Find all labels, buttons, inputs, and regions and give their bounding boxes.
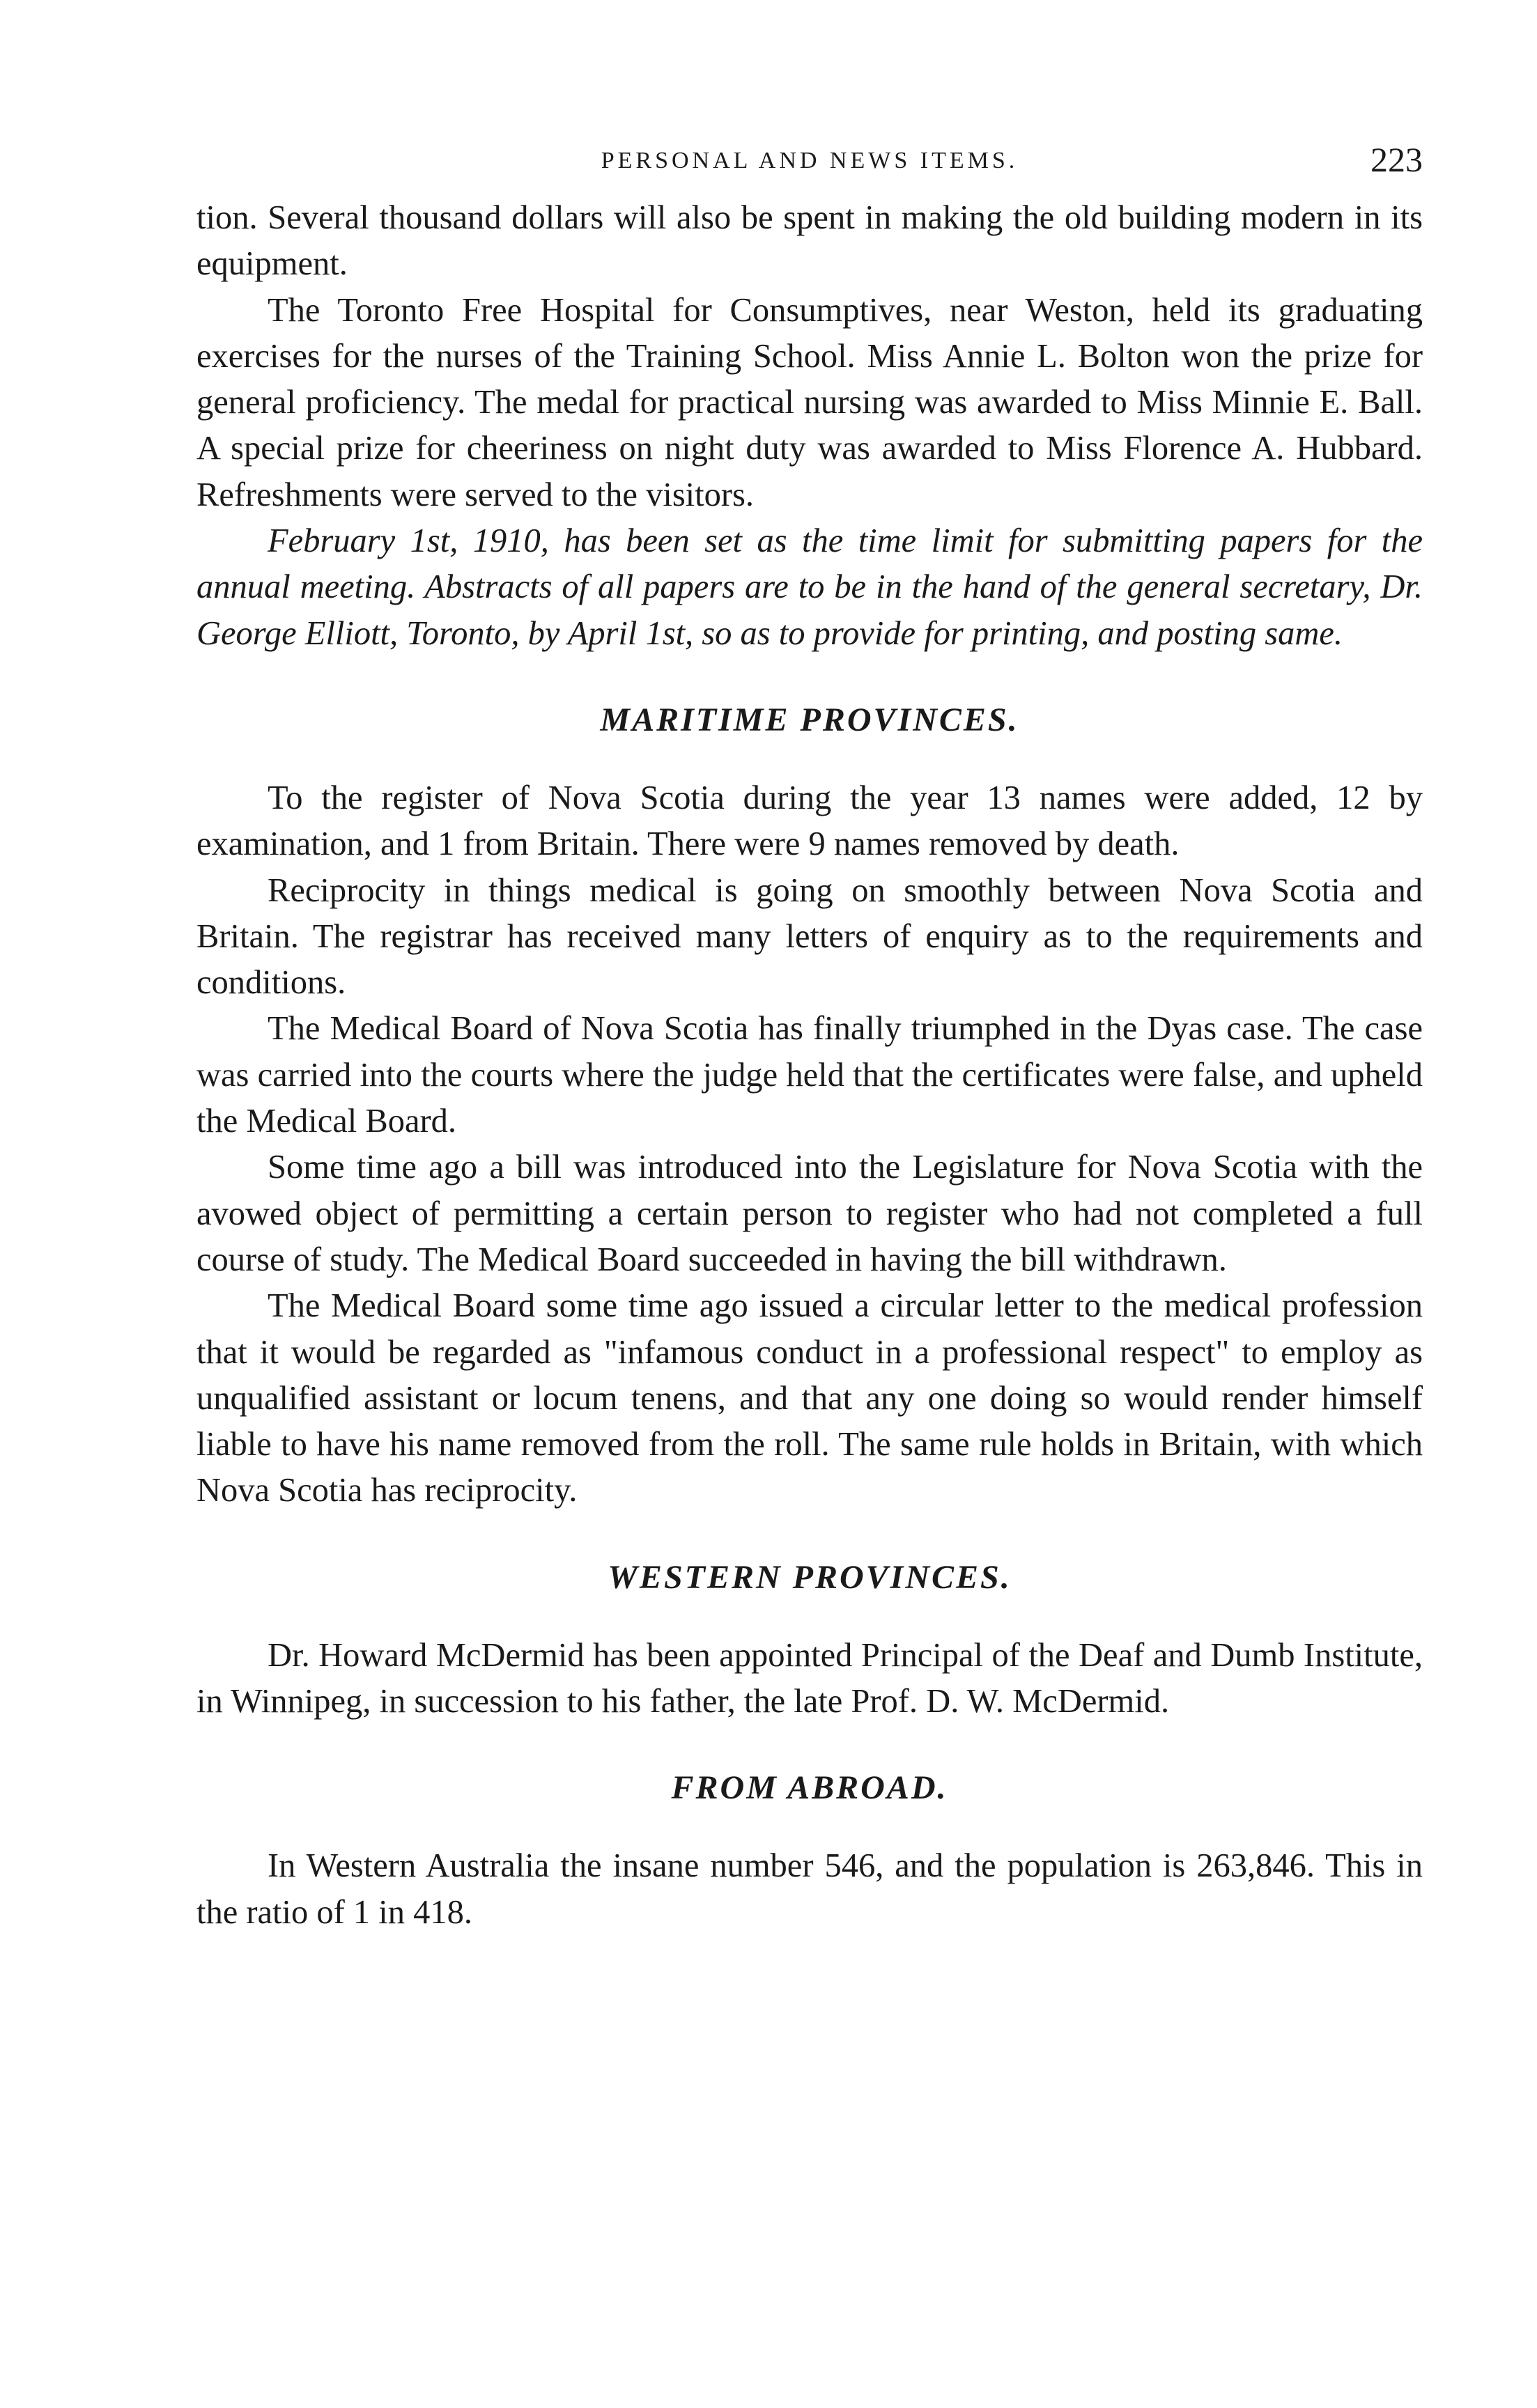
section-heading-abroad: FROM ABROAD. [671,1769,948,1807]
paragraph-mcdermid-appointment: Dr. Howard McDermid has been appointed Principal of the Deaf and Dumb Institute, in Winnipeg, in succession to his father, the late Prof. D. W. McDermid. [196,1636,1423,1720]
page-number: 223 [1370,140,1423,179]
paragraph-western-australia: In Western Australia the insane number 546, and the population is 263,846. This in the ratio of 1 in 418. [196,1847,1423,1931]
paragraph-legislature-bill: Some time ago a bill was introduced into the Legislature for Nova Scotia with the avowed object of permitting a certain person to register who had not completed a full course of study. The Medical Board succeeded in having the bill withdrawn. [196,1149,1423,1278]
paragraph-continuation: tion. Several thousand dollars will also be spent in making the old building modern in its equipment. [196,199,1423,283]
paragraph-annual-meeting-notice: February 1st, 1910, has been set as the time limit for submitting papers for the annual meeting. Abstracts of all papers are to be in the hand of the general secretary, Dr. George Elliott, Toronto, by April 1st, so as to provide for printing, and posting same. [196,522,1423,652]
section-heading-maritime: MARITIME PROVINCES. [600,701,1019,738]
paragraph-register-nova-scotia: To the register of Nova Scotia during the year 13 names were added, 12 by examination, and 1 from Britain. There were 9 names removed by death. [196,779,1423,863]
document-page [196,139,1423,1936]
running-title: PERSONAL AND NEWS ITEMS. [601,148,1019,173]
section-heading-western: WESTERN PROVINCES. [608,1558,1012,1596]
paragraph-dyas-case: The Medical Board of Nova Scotia has finally triumphed in the Dyas case. The case was carried into the courts where the judge held that the certificates were false, and upheld the Medical Board. [196,1010,1423,1140]
paragraph-toronto-free-hospital: The Toronto Free Hospital for Consumptives, near Weston, held its graduating exercises for the nurses of the Training School. Miss Annie L. Bolton won the prize for general proficiency. The medal for practical nursing was awarded to Miss Minnie E. Ball. A special prize for cheeriness on night duty was awarded to Miss Florence A. Hubbard. Refreshments were served to the visitors. [196,291,1423,513]
paragraph-reciprocity: Reciprocity in things medical is going on smoothly between Nova Scotia and Britain. The registrar has received many letters of enquiry as to the requirements and conditions. [196,871,1423,1002]
paragraph-circular-letter: The Medical Board some time ago issued a circular letter to the medical profession that it would be regarded as "infamous conduct in a professional respect" to employ as unqualified assistant or locum tenens, and that any one doing so would render himself liable to have his name removed from the roll. The same rule holds in Britain, with which Nova Scotia has reciprocity. [196,1287,1423,1509]
running-head [196,139,1423,195]
